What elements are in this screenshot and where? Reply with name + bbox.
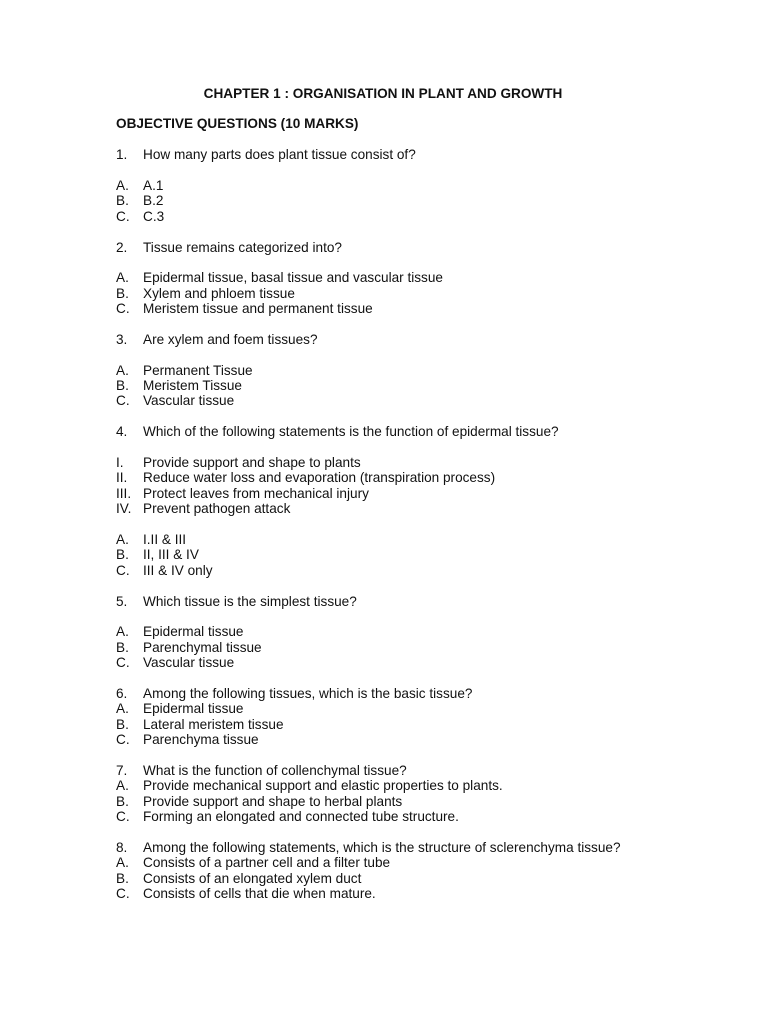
question-line	[116, 240, 716, 255]
question-block	[116, 686, 716, 748]
statement-label: III.	[116, 485, 132, 501]
question-text: Among the following tissues, which is the basic tissue?	[143, 685, 473, 701]
statement-text: Protect leaves from mechanical injury	[143, 485, 369, 501]
option-label: A.	[116, 855, 129, 871]
option-line	[116, 301, 716, 316]
question-text: How many parts does plant tissue consist of?	[143, 147, 416, 163]
option-line	[116, 178, 716, 193]
question-line	[116, 332, 716, 347]
option-line	[116, 640, 716, 655]
statement-line	[116, 455, 716, 470]
option-text: Epidermal tissue, basal tissue and vascular tissue	[143, 270, 443, 286]
option-line	[116, 809, 716, 824]
question-line	[116, 147, 716, 162]
option-label: C.	[116, 808, 130, 824]
statement-label: II.	[116, 470, 128, 486]
option-label: C.	[116, 208, 130, 224]
question-block	[116, 594, 716, 671]
question-block	[116, 763, 716, 825]
option-text: Parenchymal tissue	[143, 639, 262, 655]
option-text: Consists of an elongated xylem duct	[143, 870, 362, 886]
option-label: A.	[116, 778, 129, 794]
option-text: A.1	[143, 177, 164, 193]
question-block	[116, 840, 716, 902]
option-label: B.	[116, 193, 129, 209]
question-line	[116, 424, 716, 439]
question-text: Among the following statements, which is the structure of sclerenchyma tissue?	[143, 839, 621, 855]
option-line	[116, 193, 716, 208]
option-label: A.	[116, 624, 129, 640]
option-text: Epidermal tissue	[143, 624, 244, 640]
option-line	[116, 855, 716, 870]
option-label: C.	[116, 732, 130, 748]
statement-label: I.	[116, 454, 124, 470]
option-text: Provide support and shape to herbal plants	[143, 793, 403, 809]
question-text: Which tissue is the simplest tissue?	[143, 593, 357, 609]
question-line	[116, 840, 716, 855]
option-line	[116, 363, 716, 378]
option-label: C.	[116, 393, 130, 409]
option-line	[116, 717, 716, 732]
option-text: Lateral meristem tissue	[143, 716, 284, 732]
statement-line	[116, 501, 716, 516]
option-line	[116, 886, 716, 901]
option-text: Xylem and phloem tissue	[143, 285, 295, 301]
option-label: B.	[116, 716, 129, 732]
question-text: Which of the following statements is the function of epidermal tissue?	[143, 424, 559, 440]
option-line	[116, 563, 716, 578]
option-line	[116, 655, 716, 670]
option-line	[116, 794, 716, 809]
question-text: Tissue remains categorized into?	[143, 239, 342, 255]
statement-text: Prevent pathogen attack	[143, 501, 291, 517]
page-title: CHAPTER 1 : ORGANISATION IN PLANT AND GROWTH	[203, 86, 563, 101]
question-number: 2.	[116, 239, 128, 255]
option-text: Provide mechanical support and elastic properties to plants.	[143, 778, 503, 794]
option-label: B.	[116, 547, 129, 563]
option-text: II, III & IV	[143, 547, 199, 563]
statement-line	[116, 470, 716, 485]
option-text: Consists of a partner cell and a filter tube	[143, 855, 391, 871]
question-block	[116, 332, 716, 409]
option-text: Permanent Tissue	[143, 362, 253, 378]
option-label: A.	[116, 270, 129, 286]
question-number: 6.	[116, 685, 128, 701]
option-line	[116, 286, 716, 301]
question-block	[116, 424, 716, 578]
option-text: C.3	[143, 208, 165, 224]
option-line	[116, 270, 716, 285]
option-line	[116, 532, 716, 547]
question-block	[116, 147, 716, 224]
question-number: 1.	[116, 147, 128, 163]
statement-label: IV.	[116, 501, 132, 517]
option-label: B.	[116, 285, 129, 301]
question-number: 5.	[116, 593, 128, 609]
option-text: Vascular tissue	[143, 655, 235, 671]
statement-text: Reduce water loss and evaporation (transpiration process)	[143, 470, 496, 486]
statement-line	[116, 486, 716, 501]
option-label: C.	[116, 655, 130, 671]
option-label: C.	[116, 301, 130, 317]
option-label: B.	[116, 639, 129, 655]
question-line	[116, 594, 716, 609]
option-line	[116, 732, 716, 747]
document-page	[116, 86, 716, 901]
option-label: B.	[116, 793, 129, 809]
question-block	[116, 240, 716, 317]
option-text: Meristem Tissue	[143, 378, 242, 394]
question-number: 8.	[116, 839, 128, 855]
option-line	[116, 378, 716, 393]
question-line	[116, 686, 716, 701]
question-text: What is the function of collenchymal tissue?	[143, 762, 407, 778]
question-number: 4.	[116, 424, 128, 440]
option-line	[116, 547, 716, 562]
option-line	[116, 701, 716, 716]
option-label: A.	[116, 362, 129, 378]
option-text: Consists of cells that die when mature.	[143, 885, 376, 901]
option-text: Parenchyma tissue	[143, 732, 259, 748]
statement-text: Provide support and shape to plants	[143, 454, 361, 470]
option-line	[116, 624, 716, 639]
question-text: Are xylem and foem tissues?	[143, 331, 318, 347]
option-label: A.	[116, 177, 129, 193]
option-line	[116, 778, 716, 793]
question-number: 7.	[116, 762, 128, 778]
option-line	[116, 209, 716, 224]
option-line	[116, 393, 716, 408]
option-text: Forming an elongated and connected tube structure.	[143, 808, 459, 824]
question-line	[116, 763, 716, 778]
option-label: A.	[116, 531, 129, 547]
option-label: B.	[116, 378, 129, 394]
option-label: C.	[116, 562, 130, 578]
option-label: B.	[116, 870, 129, 886]
option-label: C.	[116, 885, 130, 901]
section-heading: OBJECTIVE QUESTIONS (10 MARKS)	[116, 116, 359, 132]
option-text: Epidermal tissue	[143, 701, 244, 717]
option-text: Meristem tissue and permanent tissue	[143, 301, 373, 317]
option-text: Vascular tissue	[143, 393, 235, 409]
option-text: III & IV only	[143, 562, 213, 578]
option-label: A.	[116, 701, 129, 717]
option-line	[116, 871, 716, 886]
option-text: B.2	[143, 193, 164, 209]
option-text: I.II & III	[143, 531, 187, 547]
question-number: 3.	[116, 331, 128, 347]
